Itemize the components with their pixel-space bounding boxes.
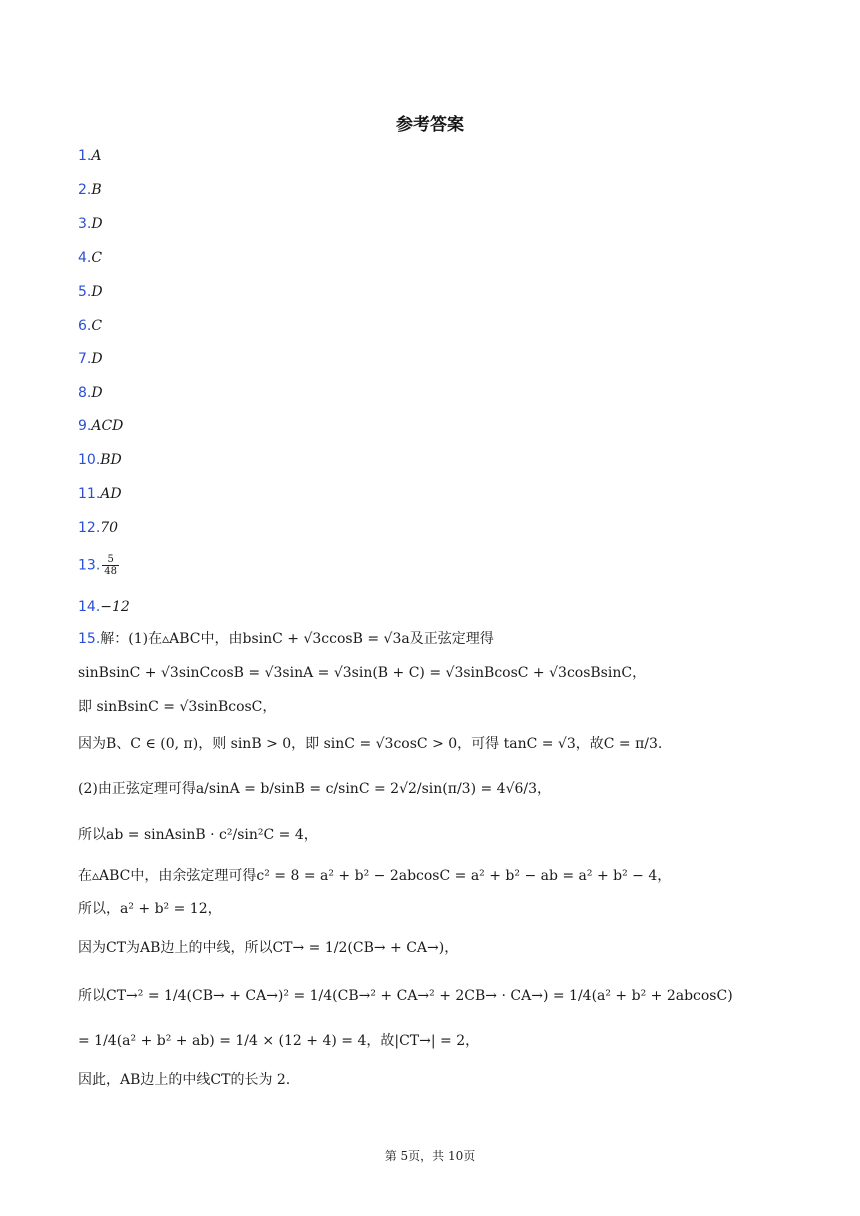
page-footer: 第 5页，共 10页 <box>384 1149 476 1163</box>
answer-value: C <box>91 250 103 266</box>
answer-number: 11. <box>78 486 101 502</box>
q15-line-3: 即 sinBsinC = √3sinBcosC， <box>78 699 277 715</box>
answer-item <box>78 383 103 403</box>
answer-fraction <box>102 554 119 577</box>
answer-number: 4. <box>78 250 92 266</box>
answer-value: AD <box>100 486 122 502</box>
q15-line-5: (2)由正弦定理可得a/sinA = b/sinB = c/sinC = 2√2/sin(π/3) = 4√6/3， <box>78 781 552 797</box>
answer-value: BD <box>100 452 122 468</box>
answer-number: 1. <box>78 148 92 164</box>
answer-item <box>78 180 102 200</box>
q15-line-4: 因为B、C ∈ (0, π)，则 sinB > 0，即 sinC = √3cosC > 0，可得 tanC = √3，故C = π/3. <box>78 736 663 752</box>
fraction-numerator: 5 <box>102 554 119 566</box>
answer-value: D <box>91 385 103 401</box>
answer-value: −12 <box>100 599 130 615</box>
answer-number: 15. <box>78 631 101 647</box>
q15-line-7: 在▵ABC中，由余弦定理可得c² = 8 = a² + b² − 2abcosC = a² + b² − ab = a² + b² − 4， <box>78 868 672 884</box>
answer-number: 2. <box>78 182 92 198</box>
answer-item <box>78 484 122 504</box>
answer-item <box>78 554 121 577</box>
answer-number: 13. <box>78 557 101 574</box>
answer-number: 6. <box>78 318 92 334</box>
answer-value: D <box>91 216 103 232</box>
q15-line-1 <box>78 628 494 650</box>
answer-value: ACD <box>91 418 124 434</box>
q15-line-12: 因此，AB边上的中线CT的长为 2. <box>78 1072 291 1088</box>
answer-number: 7. <box>78 351 92 367</box>
q15-line-6: 所以ab = sinAsinB · c²/sin²C = 4， <box>78 827 318 843</box>
q15-line-2: sinBsinC + √3sinCcosB = √3sinA = √3sin(B + C) = √3sinBcosC + √3cosBsinC， <box>78 665 647 681</box>
q15-intro: 解：(1)在▵ABC中，由bsinC + √3ccosB = √3a及正弦定理得 <box>100 631 494 647</box>
page-title: 参考答案 <box>396 115 464 135</box>
answer-item <box>78 349 103 369</box>
answer-value: A <box>91 148 102 164</box>
answer-item <box>78 146 101 166</box>
answer-item <box>78 248 102 268</box>
answer-item <box>78 316 102 336</box>
answer-item <box>78 416 123 436</box>
answer-number: 9. <box>78 418 92 434</box>
answer-item <box>78 518 118 538</box>
answer-value: 70 <box>100 520 119 536</box>
q15-line-11: = 1/4(a² + b² + ab) = 1/4 × (12 + 4) = 4，故|CT→| = 2， <box>78 1033 480 1049</box>
answer-value: B <box>91 182 102 198</box>
answer-number: 12. <box>78 520 101 536</box>
answer-value: D <box>91 284 103 300</box>
answer-value: D <box>91 351 103 367</box>
answer-item <box>78 450 122 470</box>
q15-line-10: 所以CT→² = 1/4(CB→ + CA→)² = 1/4(CB→² + CA→² + 2CB→ · CA→) = 1/4(a² + b² + 2abcosC) <box>78 988 733 1004</box>
q15-line-9: 因为CT为AB边上的中线，所以CT→ = 1/2(CB→ + CA→)， <box>78 940 459 956</box>
answer-item <box>78 282 103 302</box>
fraction-denominator: 48 <box>104 566 117 577</box>
answer-number: 3. <box>78 216 92 232</box>
answer-number: 8. <box>78 385 92 401</box>
answer-number: 5. <box>78 284 92 300</box>
answer-item <box>78 214 103 234</box>
q15-line-8: 所以，a² + b² = 12， <box>78 901 222 917</box>
answer-number: 10. <box>78 452 101 468</box>
answer-value: C <box>91 318 103 334</box>
answer-number: 14. <box>78 599 101 615</box>
answer-item <box>78 597 130 617</box>
